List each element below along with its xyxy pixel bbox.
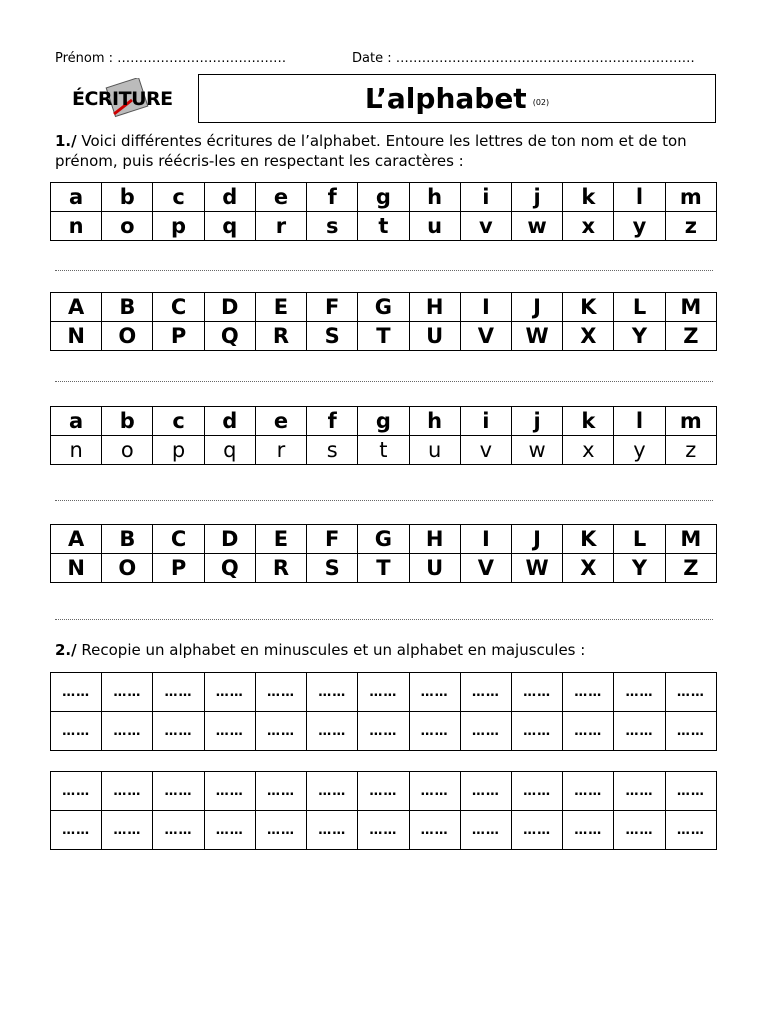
letter-cell[interactable]: c bbox=[153, 183, 204, 212]
letter-cell[interactable]: y bbox=[614, 436, 665, 465]
alphabet-row bbox=[51, 407, 717, 436]
copy-cell[interactable]: …… bbox=[358, 811, 409, 850]
letter-cell[interactable]: N bbox=[51, 554, 102, 583]
copy-cell[interactable]: …… bbox=[307, 712, 358, 751]
letter-cell[interactable]: C bbox=[153, 293, 204, 322]
letter-cell[interactable]: q bbox=[204, 436, 255, 465]
letter-cell[interactable]: F bbox=[307, 293, 358, 322]
first-name-field[interactable]: Prénom : ………………………………… bbox=[55, 51, 287, 66]
ecriture-logo bbox=[70, 78, 182, 118]
letter-cell[interactable]: I bbox=[460, 293, 511, 322]
letter-cell[interactable]: O bbox=[102, 554, 153, 583]
letter-cell[interactable]: M bbox=[665, 293, 716, 322]
alphabet-row bbox=[51, 436, 717, 465]
copy-cell[interactable]: …… bbox=[358, 673, 409, 712]
alphabet-row bbox=[51, 525, 717, 554]
letter-cell[interactable]: E bbox=[255, 293, 306, 322]
copy-cell[interactable]: …… bbox=[153, 712, 204, 751]
answer-line-2[interactable] bbox=[55, 381, 713, 382]
letter-cell[interactable]: w bbox=[511, 436, 562, 465]
copy-cell[interactable]: …… bbox=[665, 712, 716, 751]
alphabet-row bbox=[51, 322, 717, 351]
copy-cell[interactable]: …… bbox=[102, 811, 153, 850]
letter-cell[interactable]: J bbox=[511, 525, 562, 554]
letter-cell[interactable]: N bbox=[51, 322, 102, 351]
letter-cell[interactable]: d bbox=[204, 183, 255, 212]
letter-cell[interactable]: z bbox=[665, 212, 716, 241]
copy-cell[interactable]: …… bbox=[409, 712, 460, 751]
letter-cell[interactable]: k bbox=[563, 183, 614, 212]
letter-cell[interactable]: d bbox=[204, 407, 255, 436]
copy-cell[interactable]: …… bbox=[511, 712, 562, 751]
letter-cell[interactable]: W bbox=[511, 322, 562, 351]
letter-cell[interactable]: O bbox=[102, 322, 153, 351]
letter-cell[interactable]: l bbox=[614, 407, 665, 436]
letter-cell[interactable]: D bbox=[204, 293, 255, 322]
letter-cell[interactable]: h bbox=[409, 407, 460, 436]
letter-cell[interactable]: K bbox=[563, 525, 614, 554]
letter-cell[interactable]: a bbox=[51, 407, 102, 436]
copy-cell[interactable]: …… bbox=[51, 811, 102, 850]
alphabet-table-lowercase-mixed bbox=[50, 406, 717, 465]
letter-cell[interactable]: a bbox=[51, 183, 102, 212]
letter-cell[interactable]: b bbox=[102, 407, 153, 436]
copy-cell[interactable]: …… bbox=[153, 772, 204, 811]
copy-cell[interactable]: …… bbox=[563, 772, 614, 811]
letter-cell[interactable]: g bbox=[358, 407, 409, 436]
letter-cell[interactable]: f bbox=[307, 407, 358, 436]
exercise-1-text: Voici différentes écritures de l’alphabet. Entoure les lettres de ton nom et de ton prénom, puis réécris-les en respectant les caractères : bbox=[55, 132, 687, 170]
exercise-2-instruction bbox=[55, 640, 715, 660]
letter-cell[interactable]: G bbox=[358, 293, 409, 322]
alphabet-table-lowercase-bold bbox=[50, 182, 717, 241]
letter-cell[interactable]: X bbox=[563, 322, 614, 351]
title-box bbox=[198, 74, 716, 123]
letter-cell[interactable]: v bbox=[460, 436, 511, 465]
letter-cell[interactable]: i bbox=[460, 183, 511, 212]
copy-cell[interactable]: …… bbox=[511, 772, 562, 811]
letter-cell[interactable]: A bbox=[51, 293, 102, 322]
copy-cell[interactable]: …… bbox=[255, 673, 306, 712]
copy-cell[interactable]: …… bbox=[460, 712, 511, 751]
letter-cell[interactable]: u bbox=[409, 436, 460, 465]
letter-cell[interactable]: t bbox=[358, 212, 409, 241]
copy-cell[interactable]: …… bbox=[614, 673, 665, 712]
letter-cell[interactable]: D bbox=[204, 525, 255, 554]
letter-cell[interactable]: W bbox=[511, 554, 562, 583]
copy-cell[interactable]: …… bbox=[665, 673, 716, 712]
letter-cell[interactable]: u bbox=[409, 212, 460, 241]
letter-cell[interactable]: o bbox=[102, 212, 153, 241]
copy-cell[interactable]: …… bbox=[563, 712, 614, 751]
letter-cell[interactable]: E bbox=[255, 525, 306, 554]
letter-cell[interactable]: p bbox=[153, 212, 204, 241]
copy-row bbox=[51, 772, 717, 811]
letter-cell[interactable]: r bbox=[255, 436, 306, 465]
letter-cell[interactable]: n bbox=[51, 436, 102, 465]
copy-cell[interactable]: …… bbox=[563, 811, 614, 850]
letter-cell[interactable]: Z bbox=[665, 322, 716, 351]
copy-cell[interactable]: …… bbox=[460, 772, 511, 811]
alphabet-row bbox=[51, 212, 717, 241]
letter-cell[interactable]: B bbox=[102, 525, 153, 554]
letter-cell[interactable]: U bbox=[409, 554, 460, 583]
copy-cell[interactable]: …… bbox=[307, 811, 358, 850]
letter-cell[interactable]: V bbox=[460, 554, 511, 583]
letter-cell[interactable]: K bbox=[563, 293, 614, 322]
letter-cell[interactable]: Y bbox=[614, 322, 665, 351]
copy-cell[interactable]: …… bbox=[460, 811, 511, 850]
letter-cell[interactable]: z bbox=[665, 436, 716, 465]
letter-cell[interactable]: x bbox=[563, 212, 614, 241]
letter-cell[interactable]: H bbox=[409, 525, 460, 554]
worksheet-number: (02) bbox=[532, 98, 550, 107]
letter-cell[interactable]: s bbox=[307, 436, 358, 465]
letter-cell[interactable]: J bbox=[511, 293, 562, 322]
answer-line-4[interactable] bbox=[55, 619, 713, 620]
letter-cell[interactable]: P bbox=[153, 322, 204, 351]
alphabet-table-uppercase-large bbox=[50, 524, 717, 583]
letter-cell[interactable]: q bbox=[204, 212, 255, 241]
letter-cell[interactable]: Y bbox=[614, 554, 665, 583]
letter-cell[interactable]: o bbox=[102, 436, 153, 465]
letter-cell[interactable]: m bbox=[665, 407, 716, 436]
uppercase-copy-grid bbox=[50, 771, 717, 850]
copy-cell[interactable]: …… bbox=[511, 811, 562, 850]
letter-cell[interactable]: x bbox=[563, 436, 614, 465]
copy-cell[interactable]: …… bbox=[102, 772, 153, 811]
exercise-2-text: Recopie un alphabet en minuscules et un alphabet en majuscules : bbox=[76, 641, 586, 659]
letter-cell[interactable]: X bbox=[563, 554, 614, 583]
letter-cell[interactable]: t bbox=[358, 436, 409, 465]
copy-cell[interactable]: …… bbox=[102, 673, 153, 712]
copy-cell[interactable]: …… bbox=[51, 712, 102, 751]
letter-cell[interactable]: M bbox=[665, 525, 716, 554]
letter-cell[interactable]: H bbox=[409, 293, 460, 322]
letter-cell[interactable]: C bbox=[153, 525, 204, 554]
date-field[interactable]: Date : …………………………………………………………… bbox=[352, 51, 695, 66]
copy-cell[interactable]: …… bbox=[665, 811, 716, 850]
copy-cell[interactable]: …… bbox=[614, 712, 665, 751]
copy-row bbox=[51, 811, 717, 850]
page-title: L’alphabet bbox=[364, 82, 527, 115]
answer-line-3[interactable] bbox=[55, 500, 713, 501]
letter-cell[interactable]: V bbox=[460, 322, 511, 351]
letter-cell[interactable]: S bbox=[307, 554, 358, 583]
letter-cell[interactable]: T bbox=[358, 322, 409, 351]
letter-cell[interactable]: r bbox=[255, 212, 306, 241]
letter-cell[interactable]: s bbox=[307, 212, 358, 241]
copy-cell[interactable]: …… bbox=[204, 673, 255, 712]
letter-cell[interactable]: I bbox=[460, 525, 511, 554]
copy-cell[interactable]: …… bbox=[409, 772, 460, 811]
copy-cell[interactable]: …… bbox=[153, 673, 204, 712]
alphabet-table-uppercase-bold bbox=[50, 292, 717, 351]
copy-cell[interactable]: …… bbox=[51, 772, 102, 811]
copy-cell[interactable]: …… bbox=[614, 772, 665, 811]
copy-cell[interactable]: …… bbox=[614, 811, 665, 850]
alphabet-row bbox=[51, 554, 717, 583]
copy-cell[interactable]: …… bbox=[102, 712, 153, 751]
letter-cell[interactable]: L bbox=[614, 525, 665, 554]
letter-cell[interactable]: G bbox=[358, 525, 409, 554]
exercise-1-number: 1./ bbox=[55, 132, 77, 150]
letter-cell[interactable]: R bbox=[255, 322, 306, 351]
letter-cell[interactable]: w bbox=[511, 212, 562, 241]
letter-cell[interactable]: Q bbox=[204, 554, 255, 583]
letter-cell[interactable]: n bbox=[51, 212, 102, 241]
copy-cell[interactable]: …… bbox=[409, 811, 460, 850]
letter-cell[interactable]: Q bbox=[204, 322, 255, 351]
copy-cell[interactable]: …… bbox=[358, 772, 409, 811]
copy-cell[interactable]: …… bbox=[307, 772, 358, 811]
letter-cell[interactable]: U bbox=[409, 322, 460, 351]
letter-cell[interactable]: v bbox=[460, 212, 511, 241]
letter-cell[interactable]: b bbox=[102, 183, 153, 212]
letter-cell[interactable]: e bbox=[255, 183, 306, 212]
letter-cell[interactable]: L bbox=[614, 293, 665, 322]
copy-cell[interactable]: …… bbox=[153, 811, 204, 850]
answer-line-1[interactable] bbox=[55, 270, 713, 271]
letter-cell[interactable]: T bbox=[358, 554, 409, 583]
letter-cell[interactable]: k bbox=[563, 407, 614, 436]
copy-cell[interactable]: …… bbox=[255, 772, 306, 811]
copy-cell[interactable]: …… bbox=[255, 811, 306, 850]
alphabet-row bbox=[51, 183, 717, 212]
copy-cell[interactable]: …… bbox=[358, 712, 409, 751]
copy-cell[interactable]: …… bbox=[460, 673, 511, 712]
copy-cell[interactable]: …… bbox=[204, 772, 255, 811]
letter-cell[interactable]: R bbox=[255, 554, 306, 583]
copy-cell[interactable]: …… bbox=[409, 673, 460, 712]
letter-cell[interactable]: f bbox=[307, 183, 358, 212]
letter-cell[interactable]: e bbox=[255, 407, 306, 436]
logo-text: ÉCRITURE bbox=[72, 88, 173, 110]
lowercase-copy-grid bbox=[50, 672, 717, 751]
letter-cell[interactable]: p bbox=[153, 436, 204, 465]
copy-cell[interactable]: …… bbox=[511, 673, 562, 712]
letter-cell[interactable]: g bbox=[358, 183, 409, 212]
letter-cell[interactable]: i bbox=[460, 407, 511, 436]
letter-cell[interactable]: F bbox=[307, 525, 358, 554]
letter-cell[interactable]: S bbox=[307, 322, 358, 351]
letter-cell[interactable]: j bbox=[511, 407, 562, 436]
copy-cell[interactable]: …… bbox=[204, 712, 255, 751]
letter-cell[interactable]: l bbox=[614, 183, 665, 212]
exercise-2-number: 2./ bbox=[55, 641, 77, 659]
letter-cell[interactable]: B bbox=[102, 293, 153, 322]
letter-cell[interactable]: Z bbox=[665, 554, 716, 583]
exercise-1-instruction bbox=[55, 131, 715, 171]
copy-cell[interactable]: …… bbox=[255, 712, 306, 751]
copy-row bbox=[51, 712, 717, 751]
letter-cell[interactable]: A bbox=[51, 525, 102, 554]
copy-cell[interactable]: …… bbox=[563, 673, 614, 712]
copy-cell[interactable]: …… bbox=[307, 673, 358, 712]
copy-row bbox=[51, 673, 717, 712]
copy-cell[interactable]: …… bbox=[665, 772, 716, 811]
copy-cell[interactable]: …… bbox=[204, 811, 255, 850]
letter-cell[interactable]: h bbox=[409, 183, 460, 212]
letter-cell[interactable]: c bbox=[153, 407, 204, 436]
letter-cell[interactable]: j bbox=[511, 183, 562, 212]
letter-cell[interactable]: m bbox=[665, 183, 716, 212]
letter-cell[interactable]: P bbox=[153, 554, 204, 583]
copy-cell[interactable]: …… bbox=[51, 673, 102, 712]
alphabet-row bbox=[51, 293, 717, 322]
letter-cell[interactable]: y bbox=[614, 212, 665, 241]
